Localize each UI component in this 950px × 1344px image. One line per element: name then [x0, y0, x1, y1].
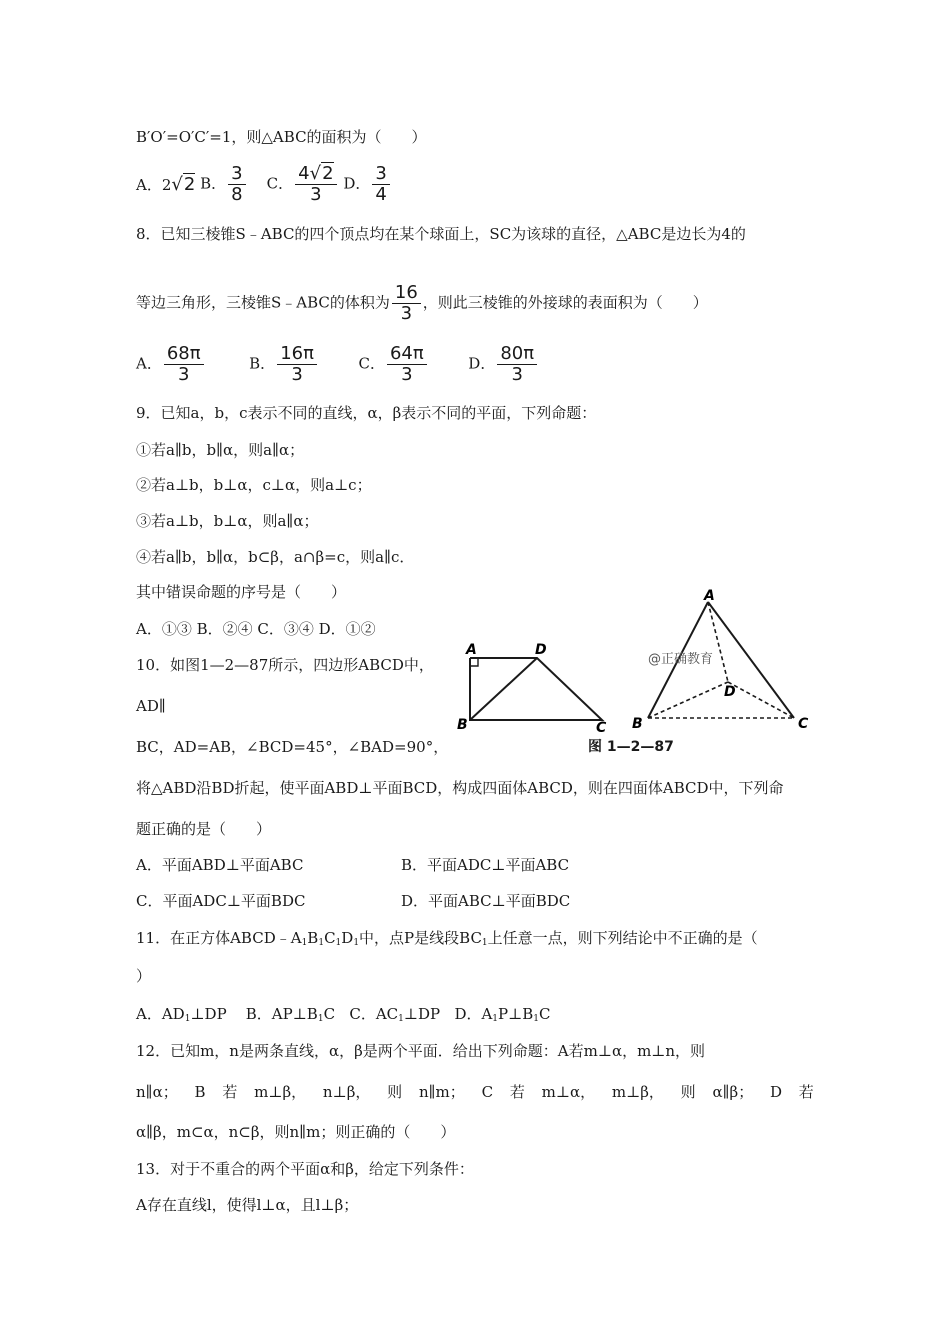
q8-option-c: C． $\frac{64\pi}{3}$ — [359, 344, 429, 385]
q9-statement-4: ④若a∥b，b∥α，b⊂β，a∩β=c，则a∥c． — [136, 548, 415, 566]
right-angle-mark — [470, 658, 478, 666]
sqrt-sign: √2 — [171, 173, 196, 195]
label-a: A — [704, 588, 715, 604]
label-d: D — [724, 684, 736, 700]
q9-statement-2: ②若a⊥b，b⊥α，c⊥α，则a⊥c； — [136, 476, 372, 494]
q10-option-d: D．平面ABC⊥平面BDC — [401, 892, 571, 910]
volume-fraction: $\frac{16}{3}$ — [392, 283, 421, 324]
q11-option-c: C．$AC_1\perp DP$ — [349, 1005, 441, 1024]
quadrilateral-outline — [470, 658, 602, 720]
q9-options: A．①③ B．②④ C．③④ D．①② — [136, 620, 376, 638]
q12-stem-line1: 12．已知m，n是两条直线，α，β是两个平面．给出下列命题：A若m⊥α，m⊥n，则 — [136, 1042, 706, 1060]
q10-stem-line4: 将△ABD沿BD折起，使平面ABD⊥平面BCD，构成四面体ABCD，则在四面体ABCD中，下列命 — [136, 779, 784, 797]
q12-stem-line2: n∥α； B 若 m⊥β， n⊥β， 则 n∥m； C 若 m⊥α， m⊥β， 则 α∥β； D 若 — [136, 1083, 814, 1101]
q10-stem-line5: 题正确的是（ ） — [136, 820, 272, 838]
label-b: B — [457, 717, 468, 733]
q9-statement-3: ③若a⊥b，b⊥α，则a∥α； — [136, 512, 319, 530]
watermark: @正确教育 — [648, 652, 714, 667]
q12-stem-line3: α∥β，m⊂α，n⊂β，则n∥m；则正确的（ ） — [136, 1123, 456, 1141]
fraction: $\frac{3}{8}$ — [228, 164, 245, 205]
q10-option-c: C．平面ADC⊥平面BDC — [136, 892, 306, 910]
q8-stem-line2: 等边三角形，三棱锥S﹣ABC的体积为 $\frac{16}{3}$ ，则此三棱锥的外接球的表面积为（ ） — [136, 282, 708, 324]
diagonal-bd — [470, 658, 537, 720]
q7-option-a: A．2√2 — [136, 173, 196, 195]
q7-stem: B′O′=O′C′=1，则△ABC的面积为（ ） — [136, 128, 427, 146]
label-a: A — [466, 642, 477, 658]
q11-option-b: B．$AP\perp B_1C$ — [245, 1005, 336, 1024]
q9-statement-1: ①若a∥b，b∥α，则a∥α； — [136, 441, 305, 459]
q11-options — [136, 1004, 550, 1029]
fraction: $\frac{3}{4}$ — [372, 164, 389, 205]
q7-options — [136, 164, 392, 205]
edge-dc — [728, 682, 794, 718]
q11-stem: 11．在正方体$ABCD﹣A_1B_1C_1D_1$中，点P是线段$BC_1$上任意一点，则下列结论中不正确的是（ — [136, 929, 758, 948]
q8-option-d: D． $\frac{80\pi}{3}$ — [468, 344, 539, 385]
label-b: B — [632, 716, 643, 732]
label-c: C — [798, 716, 809, 732]
q8-option-b: B． $\frac{16\pi}{3}$ — [249, 344, 319, 385]
q9-ask: 其中错误命题的序号是（ ） — [136, 583, 347, 601]
q11-option-a: A．$AD_1\perp DP$ — [136, 1005, 227, 1024]
q10-option-a: A．平面ABD⊥平面ABC — [136, 856, 304, 874]
q13-condition-a: A存在直线l，使得l⊥α，且l⊥β； — [136, 1196, 359, 1214]
edge-ac — [708, 602, 794, 718]
q9-stem: 9．已知a，b，c表示不同的直线，α，β表示不同的平面，下列命题： — [136, 404, 597, 422]
q10-stem-line1: 10．如图1—2—87所示，四边形ABCD中， — [136, 656, 434, 674]
q11-option-d: D．$A_1P\perp B_1C$ — [454, 1005, 551, 1024]
label-c: C — [596, 720, 607, 736]
q10-stem-line2: AD∥ — [136, 697, 166, 715]
fraction: $\frac{4√2}{3}$ — [295, 164, 336, 205]
q10-option-b: B．平面ADC⊥平面ABC — [401, 856, 570, 874]
q11-stem-end: ） — [136, 967, 152, 985]
q8-option-a: A． $\frac{68\pi}{3}$ — [136, 344, 206, 385]
q7-option-d: D． $\frac{3}{4}$ — [343, 164, 391, 205]
q10-stem-line3: BC，AD=AB，∠BCD=45°，∠BAD=90°， — [136, 738, 449, 756]
q13-stem: 13．对于不重合的两个平面α和β，给定下列条件： — [136, 1160, 474, 1178]
q8-stem-line1: 8．已知三棱锥S﹣ABC的四个顶点均在某个球面上，SC为该球的直径，△ABC是边长为4的 — [136, 225, 746, 243]
figure-caption: 图 1—2—87 — [588, 739, 674, 755]
q7-option-b: B． $\frac{3}{8}$ — [200, 164, 247, 205]
q7-option-c: C． $\frac{4√2}{3}$ — [267, 164, 339, 205]
q8-options — [136, 344, 539, 385]
edge-bd — [648, 682, 728, 718]
label-d: D — [535, 642, 547, 658]
